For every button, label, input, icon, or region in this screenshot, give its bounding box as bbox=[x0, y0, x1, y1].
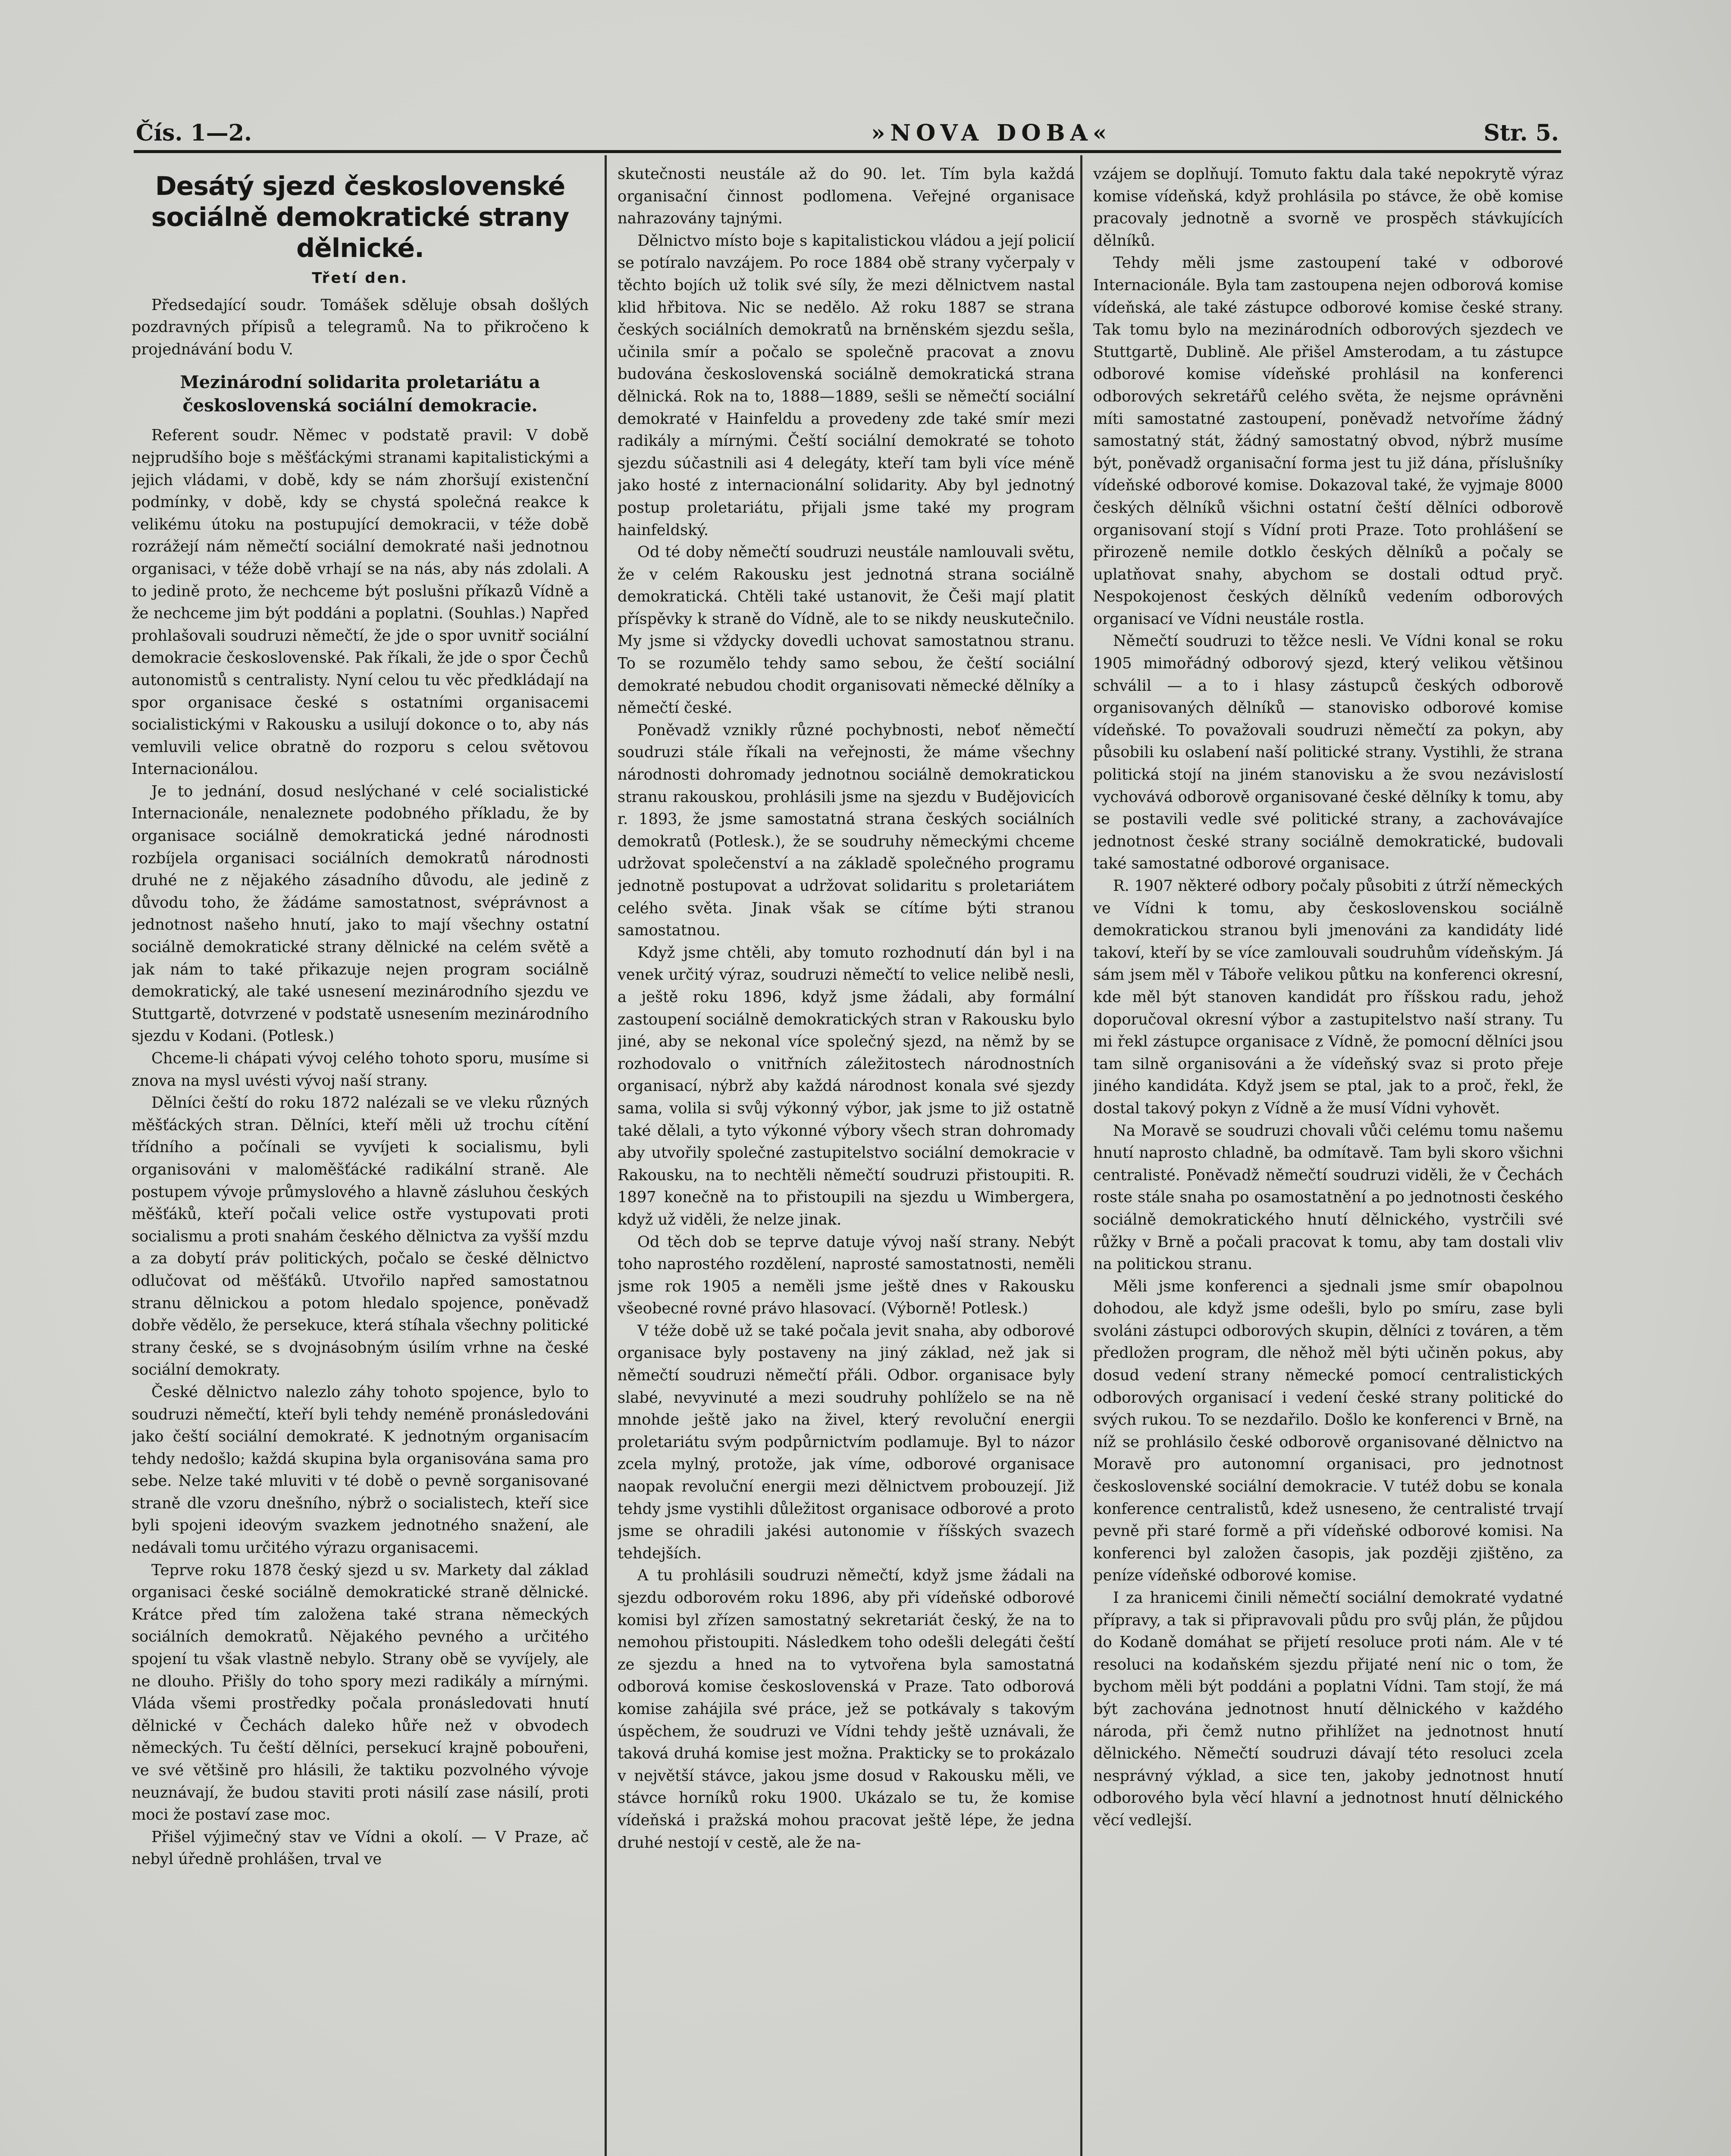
masthead-title: »NOVA DOBA« bbox=[871, 120, 1112, 146]
column-3 bbox=[1093, 163, 1563, 2156]
column-2 bbox=[618, 163, 1075, 2156]
paragraph: České dělnictvo nalezlo záhy tohoto spojence, bylo to soudruzi němečtí, kteří byli tehdy neméně pronásledováni jako čeští sociální demokraté. K jednotným organisacím tehdy nedošlo; každá skupina byla organisována sama pro sebe. Nelze také mluviti v té době o pevně sorganisované straně dle vzoru dnešního, nýbrž o socialistech, kteří sice byli spojeni ideovým svazkem jednotného snažení, ale nedávali tomu určitého výrazu organisacemi. bbox=[132, 1383, 589, 1557]
paragraph: Předsedající soudr. Tomášek sděluje obsah došlých pozdravných přípisů a telegramů. Na to přikročeno k projednávání bodu V. bbox=[132, 296, 589, 358]
paragraph: Když jsme chtěli, aby tomuto rozhodnutí dán byl i na venek určitý výraz, soudruzi němečtí to velice nelibě nesli, a ještě roku 1896, když jsme žádali, aby formální zastoupení sociálně demokratických stran v Rakousku bylo jiné, aby se nekonal více společný sjezd, na němž by se rozhodovalo o vnitřních záležitostech národnostních organisací, nýbrž aby každá národnost konala své sjezdy sama, volila si svůj výkonný výbor, jak jsme to již ostatně také dělali, a tyto výkonné výbory všech stran dohromady aby utvořily společné zastupitelstvo sociální demokracie v Rakousku, na to nechtěli němečtí soudruzi přistoupiti. R. 1897 konečně na to přistoupili na sjezdu u Wimbergera, když už viděli, že nelze jinak. bbox=[618, 943, 1075, 1228]
paragraph: Chceme-li chápati vývoj celého tohoto sporu, musíme si znova na mysl uvésti vývoj naší strany. bbox=[132, 1050, 589, 1090]
article-title: Desátý sjezd československé sociálně demokratické strany dělnické. bbox=[151, 171, 569, 263]
paragraph: Dělníci čeští do roku 1872 nalézali se ve vleku různých měšťáckých stran. Dělníci, kteří měli už trochu cítění třídního a počínali se vyvíjeti k socialismu, byli organisováni v maloměšťácké radikální straně. Ale postupem vývoje průmyslového a hlavně zásluhou českých měšťáků, kteří počali velice ostře vystupovati proti socialismu a proti snahám českého dělnictva za vyšší mzdu a za dobytí práv politických, počalo se české dělnictvo odlučovat od měšťáků. Utvořilo napřed samostatnou stranu dělnickou a potom hledalo spojence, poněvadž dobře vědělo, že persekuce, která stíhala všechny politické strany české, se s dvojnásobným úsilím vrhne na české sociální demokraty. bbox=[132, 1094, 589, 1379]
issue-number: Čís. 1—2. bbox=[136, 120, 252, 146]
paragraph: Od těch dob se teprve datuje vývoj naší strany. Nebýt toho naprostého rozdělení, naprosté samostatnosti, neměli jsme rok 1905 a neměli jsme ještě dnes v Rakousku všeobecné rovné právo hlasovací. (Výborně! Potlesk.) bbox=[618, 1233, 1075, 1318]
paragraph: V téže době už se také počala jevit snaha, aby odborové organisace byly postaveny na jiný základ, než jak si němečtí soudruzi němečtí přáli. Odbor. organisace byly slabé, nevyvinuté a mezi soudruhy pohlíželo se na ně mnohde ještě jako na živel, který revoluční energii proletariátu svým podpůrnictvím podlamuje. Byl to názor zcela mylný, protože, jak víme, odborové organisace naopak revoluční energii mezi dělnictvem probouzejí. Již tehdy jsme vystihli důležitost organisace odborové a proto jsme se ohradili jakési autonomie v říšských svazech tehdejších. bbox=[618, 1322, 1075, 1562]
paragraph: Na Moravě se soudruzi chovali vůči celému tomu našemu hnutí naprosto chladně, ba odmítavě. Tam byli skoro všichni centralisté. Poněvadž němečtí soudruzi viděli, že v Čechách roste stále snaha po osamostatnění a po jednotnosti českého sociálně demokratického hnutí dělnického, vystrčili své růžky v Brně a počali pracovat k tomu, aby tam dostali vliv na politickou stranu. bbox=[1093, 1122, 1563, 1273]
paragraph: Je to jednání, dosud neslýchané v celé socialistické Internacionále, nenaleznete podobného příkladu, že by organisace sociálně demokratická jedné národnosti rozbíjela organisaci sociálních demokratů národnosti druhé ne z nějakého zásadního důvodu, ale jedině z důvodu toho, že žádáme samostatnost, svéprávnost a jednotnost našeho hnutí, jako to mají všechny ostatní sociálně demokratické strany dělnické na celém světě a jak nám to také přikazuje nejen program sociálně demokratický, ale také usnesení mezinárodního sjezdu ve Stuttgartě, dotvrzené v podstatě usnesením mezinárodního sjezdu v Kodani. (Potlesk.) bbox=[132, 782, 589, 1045]
column-divider bbox=[605, 155, 607, 2156]
paragraph: Měli jsme konferenci a sjednali jsme smír obapolnou dohodou, ale když jsme odešli, bylo po smíru, zase byli svoláni zástupci odborových skupin, dělníci z továren, a těm předložen program, dle něhož měl býti učiněn pokus, aby dosud vedení strany německé pomocí centralistických odborových organisací i vedení české strany politické do svých rukou. To se nezdařilo. Došlo ke konferenci v Brně, na níž se prohlásilo české odborově organisované dělnictvo na Moravě pro autonomní organisaci, pro jednotnost československé sociální demokracie. V tutéž dobu se konala konference centralistů, kdež usneseno, že centralisté trvají pevně při staré formě a při vídeňské odborové komisi. Na konferenci byl založen časopis, jak později zjištěno, za peníze vídeňské odborové komise. bbox=[1093, 1277, 1563, 1585]
paragraph: Referent soudr. Němec v podstatě pravil: V době nejprudšího boje s měšťáckými stranami kapitalistickými a jejich vládami, v době, kdy se nám zhoršují existenční podmínky, v době, kdy se chystá společná reakce k velikému útoku na postupující demokracii, v téže době rozrážejí nám němečtí sociální demokraté naši jednotnou organisaci, v téže době vrhají se na nás, aby nás zdolali. A to jedině proto, že nechceme být poslušni příkazů Vídně a že nechceme jim být poddáni a poplatni. (Souhlas.) Napřed prohlašovali soudruzi němečtí, že jde o spor uvnitř sociální demokracie československé. Pak říkali, že jde o spor Čechů autonomistů s centralisty. Nyní celou tu věc předkládají na spor organisace české s ostatními organisacemi socialistickými v Rakousku a usilují dokonce o to, aby nás vemluvili velice obratně do rozporu s celou světovou Internacionálou. bbox=[132, 426, 589, 778]
paragraph: skutečnosti neustále až do 90. let. Tím byla každá organisační činnost podlomena. Veřejné organisace nahrazovány tajnými. bbox=[618, 165, 1075, 228]
column-1 bbox=[132, 163, 589, 2156]
paragraph: Tehdy měli jsme zastoupení také v odborové Internacionále. Byla tam zastoupena nejen odborová komise vídeňská, ale také zástupce odborové komise české strany. Tak tomu bylo na mezinárodních odborových sjezdech ve Stuttgartě, Dublině. Ale přišel Amsterodam, a tu zástupce odborové komise vídeňské prohlásil na konferenci odborových sekretářů celého světa, že nejsme oprávněni míti samostatné zastoupení, poněvadž netvoříme žádný samostatný stát, žádný samostatný obvod, nýbrž musíme být, poněvadž organisační forma jest tu již dána, příslušníky vídeňské odborové komise. Dokazoval také, že vyjmaje 8000 českých dělníků všichni ostatní čeští dělníci odborově organisovaní stojí s Vídní proti Praze. Toto prohlášení se přirozeně nemile dotklo českých dělníků a počaly se uplatňovat snahy, abychom se dostali odtud pryč. Nespokojenost českých dělníků vedením odborových organisací ve Vídni neustále rostla. bbox=[1093, 254, 1563, 628]
paragraph: Teprve roku 1878 český sjezd u sv. Markety dal základ organisaci české sociálně demokratické straně dělnické. Krátce před tím založena také strana německých sociálních demokratů. Nějakého pevného a určitého spojení tu však vlastně nebylo. Strany obě se vyvíjely, ale ne dlouho. Přišly do toho spory mezi radikály a mírnými. Vláda všemi prostředky počala pronásledovati hnutí dělnické v Čechách daleko hůře než v obvodech německých. Tu čeští dělníci, persekucí krajně pobouřeni, ve své většině pro hlásili, že taktiku pozvolného vývoje neuznávají, že budou staviti proti násilí zase násilí, proti moci že postaví zase moc. bbox=[132, 1561, 589, 1824]
paragraph: Od té doby němečtí soudruzi neustále namlouvali světu, že v celém Rakousku jest jednotná strana sociálně demokratická. Chtěli také ustanovit, že Češi mají platit příspěvky k straně do Vídně, ale to se nikdy neuskutečnilo. My jsme si vždycky dovedli uchovat samostatnou stranu. To se rozumělo tehdy samo sebou, že čeští sociální demokraté nebudou chodit organisovati německé dělníky a němečtí české. bbox=[618, 543, 1075, 717]
article-subtitle: Třetí den. bbox=[312, 270, 408, 287]
paragraph: Poněvadž vznikly různé pochybnosti, neboť němečtí soudruzi stále říkali na veřejnosti, že máme všechny národnosti dohromady jednotnou sociálně demokratickou stranu rakouskou, prohlásili jsme na sjezdu v Budějovicích r. 1893, že jsme samostatná strana českých sociálních demokratů (Potlesk.), že se soudruhy německými chceme udržovat společenství a na základě společného programu jednotně postupovat a udržovat solidaritu s proletariátem celého světa. Jinak však se cítíme býti stranou samostatnou. bbox=[618, 721, 1075, 940]
paragraph: A tu prohlásili soudruzi němečtí, když jsme žádali na sjezdu odborovém roku 1896, aby při vídeňské odborové komisi byl zřízen samostatný sekretariát český, že na to nemohou přistoupiti. Následkem toho odešli delegáti čeští ze sjezdu a hned na to vytvořena byla samostatná odborová komise československá v Praze. Tato odborová komise zahájila své práce, jež se potkávaly s takovým úspěchem, že soudruzi ve Vídni tehdy ještě uznávali, že taková druhá komise jest možna. Prakticky se to prokázalo v největší stávce, jakou jsme dosud v Rakousku měli, ve stávce horníků roku 1900. Ukázalo se tu, že komise vídeňská i pražská mohou pracovat ještě lépe, že jedna druhé nestojí v cestě, ale že na- bbox=[618, 1567, 1075, 1852]
page-header bbox=[134, 116, 1561, 153]
column-divider bbox=[1080, 155, 1082, 2156]
section-heading: Mezinárodní solidarita proletariátu a československá sociální demokracie. bbox=[180, 372, 540, 416]
paragraph: I za hranicemi činili němečtí sociální demokraté vydatné přípravy, a tak si připravovali půdu pro svůj plán, že půjdou do Kodaně domáhat se přijetí resoluce proti nám. Ale v té resoluci na kodaňském sjezdu přijaté není nic o tom, že bychom měli být poddáni a poplatni Vídni. Tam stojí, že má být zachována jednotnost hnutí dělnického v každého národa, při čemž nutno přihlížet na jednotnost hnutí dělnického. Němečtí soudruzi dávají této resoluci zcela nesprávný výklad, a sice ten, jakoby jednotnost hnutí odborového byla věcí hlavní a jednotnost hnutí dělnického věcí vedlejší. bbox=[1093, 1589, 1563, 1829]
paragraph: vzájem se doplňují. Tomuto faktu dala také nepokrytě výraz komise vídeňská, když prohlásila po stávce, že obě komise pracovaly jednotně a svorně ve prospěch stávkujících dělníků. bbox=[1093, 165, 1563, 250]
paragraph: Němečtí soudruzi to těžce nesli. Ve Vídni konal se roku 1905 mimořádný odborový sjezd, který velikou většinou schválil — a to i hlasy zástupců českých odborově organisovaných dělníků — stanovisko odborové komise vídeňské. To považovali soudruzi němečtí za pokyn, aby působili ku oslabení naší politické strany. Vystihli, že strana politická stojí na jiném stanovisku a že svou nezávislostí vychovává odborově organisované české dělníky k tomu, aby se postavili vedle své politické strany, a zachovávajíce jednotnost české strany sociálně demokratické, budovali také samostatné odborové organisace. bbox=[1093, 632, 1563, 873]
paragraph: R. 1907 některé odbory počaly působiti z útrží německých ve Vídni k tomu, aby československou sociálně demokratickou stranou byli jmenováni za kandidáty lidé takoví, kteří by se více zamlouvali soudruhům vídeňským. Já sám jsem měl v Táboře velikou půtku na konferenci okresní, kde měl být stanoven kandidát pro říšskou radu, jehož doporučoval okresní výbor a zastupitelstvo naší strany. Tu mi řekl zástupce organisace z Vídně, že pomocní dělníci jsou tam silně organisováni a že vídeňský svaz si proto přeje jiného kandidáta. Když jsem se ptal, jak to a proč, řekl, že dostal takový pokyn z Vídně a že musí Vídni vyhovět. bbox=[1093, 877, 1563, 1117]
page-number: Str. 5. bbox=[1483, 120, 1559, 146]
paragraph: Dělnictvo místo boje s kapitalistickou vládou a její policií se potíralo navzájem. Po roce 1884 obě strany vyčerpaly v těchto bojích už tolik své síly, že mezi dělnictvem nastal klid hřbitova. Nic se nedělo. Až roku 1887 se strana českých sociálních demokratů na brněnském sjezdu sešla, učinila smír a počalo se společně pracovat a znovu budována československá sociálně demokratická strana dělnická. Rok na to, 1888—1889, sešli se němečtí sociální demokraté v Hainfeldu a provedeny zde také smír mezi radikály a mírnými. Čeští sociální demokraté se tohoto sjezdu súčastnili asi 4 delegáty, kteří tam byli více méně jako hosté z internacionální solidarity. Aby byl jednotný postup proletariátu, přijali jsme také my program hainfeldský. bbox=[618, 232, 1075, 539]
paragraph: Přišel výjimečný stav ve Vídni a okolí. — V Praze, ač nebyl úředně prohlášen, trval ve bbox=[132, 1828, 589, 1868]
